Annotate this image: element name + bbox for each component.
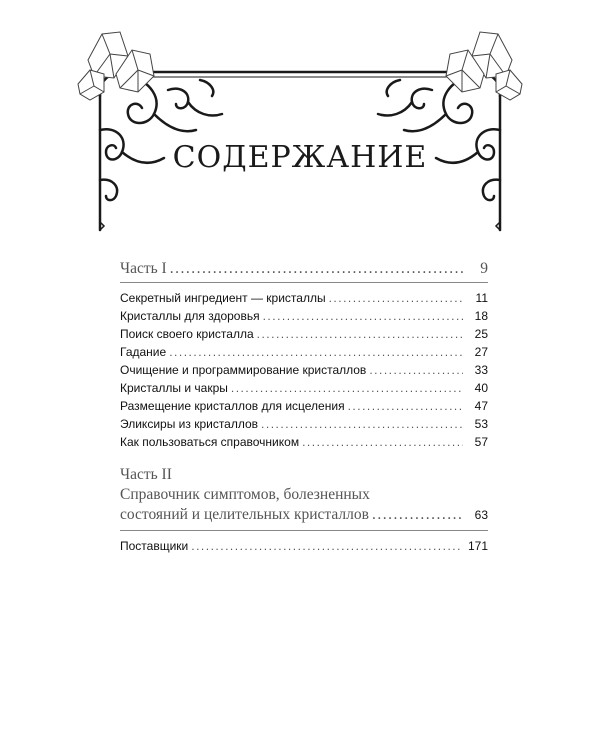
page-title: СОДЕРЖАНИЕ <box>172 140 428 175</box>
part-2-page: 63 <box>474 508 488 522</box>
toc-entry-page: 171 <box>467 539 488 553</box>
toc-entry[interactable] <box>120 345 488 359</box>
toc-entry[interactable] <box>120 363 488 377</box>
leader-dots <box>372 506 463 524</box>
leader-dots <box>261 417 463 431</box>
toc-entry[interactable] <box>120 327 488 341</box>
toc-entry-label: Как пользоваться справочником <box>120 435 300 449</box>
toc-entry[interactable] <box>120 381 488 395</box>
toc-entry-page: 18 <box>474 309 488 323</box>
toc-entry[interactable] <box>120 309 488 323</box>
toc-entry-label: Эликсиры из кристаллов <box>120 417 259 431</box>
toc-entry-page: 53 <box>474 417 488 431</box>
toc-entry-page: 11 <box>475 291 488 305</box>
part-2-title-line-2: состояний и целительных кристаллов <box>120 506 369 523</box>
toc-part-2[interactable] <box>120 506 488 524</box>
leader-dots <box>170 260 463 278</box>
toc-entry[interactable] <box>120 399 488 413</box>
part-2-title-line-1: Справочник симптомов, болезненных <box>120 486 370 503</box>
toc-entry-label: Размещение кристаллов для исцеления <box>120 399 345 413</box>
divider <box>120 282 488 283</box>
leader-dots <box>263 309 463 323</box>
toc-entry-page: 25 <box>474 327 488 341</box>
leader-dots <box>191 539 463 553</box>
toc-entry-label: Секретный ингредиент — кристаллы <box>120 291 326 305</box>
leader-dots <box>231 381 463 395</box>
part-1-label: Часть I <box>120 260 167 277</box>
toc-entry-label: Кристаллы и чакры <box>120 381 228 395</box>
leader-dots <box>257 327 463 341</box>
toc-entry-label: Поставщики <box>120 539 189 553</box>
left-flourish <box>100 72 222 200</box>
right-crystal-icon <box>446 32 522 100</box>
toc-entry-page: 47 <box>474 399 488 413</box>
toc-entry-page: 33 <box>474 363 488 377</box>
toc-entry-label: Гадание <box>120 345 167 359</box>
toc-entry[interactable] <box>120 291 488 305</box>
leader-dots <box>348 399 463 413</box>
toc-entry-label: Поиск своего кристалла <box>120 327 254 341</box>
part-1-page: 9 <box>480 260 488 277</box>
toc-entry-label: Очищение и программирование кристаллов <box>120 363 367 377</box>
right-flourish <box>378 72 500 200</box>
leader-dots <box>329 291 463 305</box>
leader-dots <box>169 345 463 359</box>
toc-part-1[interactable] <box>120 260 488 278</box>
toc-entry[interactable] <box>120 435 488 449</box>
toc-entry-page: 57 <box>474 435 488 449</box>
part-2-label: Часть II <box>120 466 172 483</box>
leader-dots <box>369 363 463 377</box>
toc-entry-suppliers[interactable] <box>120 539 488 553</box>
left-crystal-icon <box>78 32 154 100</box>
toc-entry-page: 40 <box>474 381 488 395</box>
toc-entry[interactable] <box>120 417 488 431</box>
leader-dots <box>302 435 463 449</box>
toc-entry-page: 27 <box>474 345 488 359</box>
toc-entry-label: Кристаллы для здоровья <box>120 309 260 323</box>
ornamental-frame <box>70 30 530 240</box>
divider <box>120 530 488 531</box>
